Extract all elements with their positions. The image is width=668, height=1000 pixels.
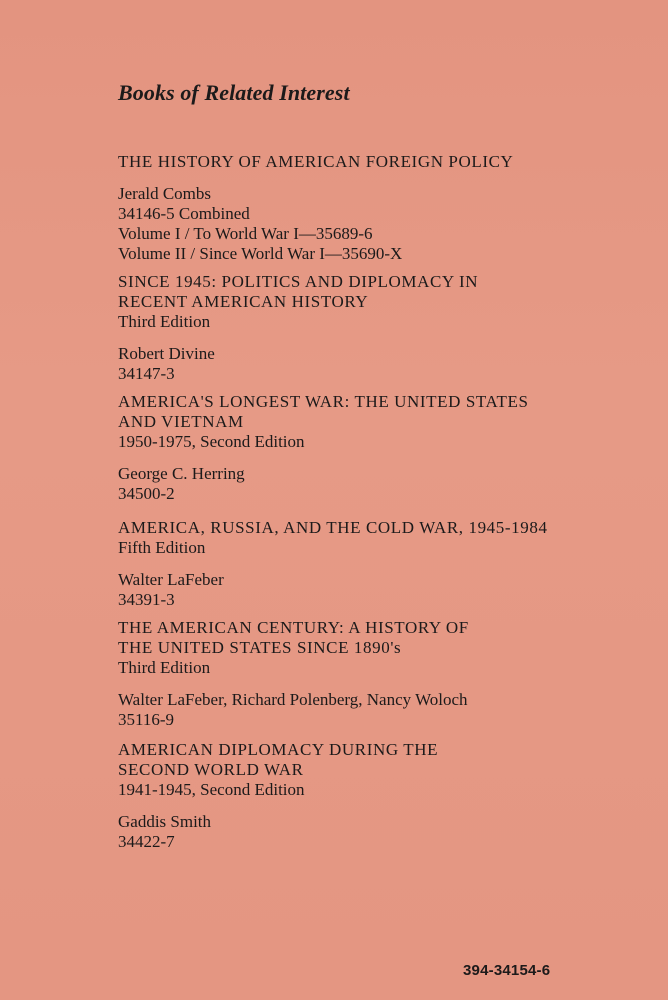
book-author: Robert Divine [118,344,215,363]
book-entry [118,272,588,384]
book-author: Walter LaFeber, Richard Polenberg, Nancy Woloch [118,690,468,709]
book-edition: Third Edition [118,312,211,331]
book-title-line: AMERICAN DIPLOMACY DURING THE [118,740,439,759]
book-isbn: 34422-7 [118,832,175,851]
book-author: Gaddis Smith [118,812,212,831]
book-isbn: 34500-2 [118,484,175,503]
book-isbn: Volume I / To World War I—35689-6 [118,224,373,243]
book-details [118,570,588,610]
book-edition: 1941-1945, Second Edition [118,780,305,799]
book-title-line: SECOND WORLD WAR [118,760,304,779]
book-isbn: Volume II / Since World War I—35690-X [118,244,403,263]
book-edition: Third Edition [118,658,211,677]
book-edition: Fifth Edition [118,538,206,557]
book-title-line: AMERICA, RUSSIA, AND THE COLD WAR, 1945-1984 [118,518,548,537]
book-entry [118,740,588,852]
book-title-line: AMERICA'S LONGEST WAR: THE UNITED STATES [118,392,529,411]
book-author: George C. Herring [118,464,245,483]
book-edition: 1950-1975, Second Edition [118,432,305,451]
book-isbn: 34391-3 [118,590,175,609]
book-entry [118,618,588,730]
book-details [118,184,588,264]
cover-isbn: 394-34154-6 [463,962,551,979]
book-entry [118,152,588,264]
book-title-line: THE AMERICAN CENTURY: A HISTORY OF [118,618,469,637]
book-title-line: THE UNITED STATES SINCE 1890's [118,638,402,657]
book-isbn: 35116-9 [118,710,175,729]
book-entry [118,392,588,504]
book-details [118,812,588,852]
section-heading: Books of Related Interest [118,80,350,105]
book-author: Jerald Combs [118,184,212,203]
book-isbn: 34146-5 Combined [118,204,250,223]
book-title-line: RECENT AMERICAN HISTORY [118,292,369,311]
book-author: Walter LaFeber [118,570,224,589]
book-title-line: SINCE 1945: POLITICS AND DIPLOMACY IN [118,272,479,291]
book-details [118,690,588,730]
book-title-line: AND VIETNAM [118,412,244,431]
book-title-line: THE HISTORY OF AMERICAN FOREIGN POLICY [118,152,514,171]
book-details [118,464,588,504]
book-isbn: 34147-3 [118,364,175,383]
book-entry [118,518,588,610]
book-details [118,344,588,384]
